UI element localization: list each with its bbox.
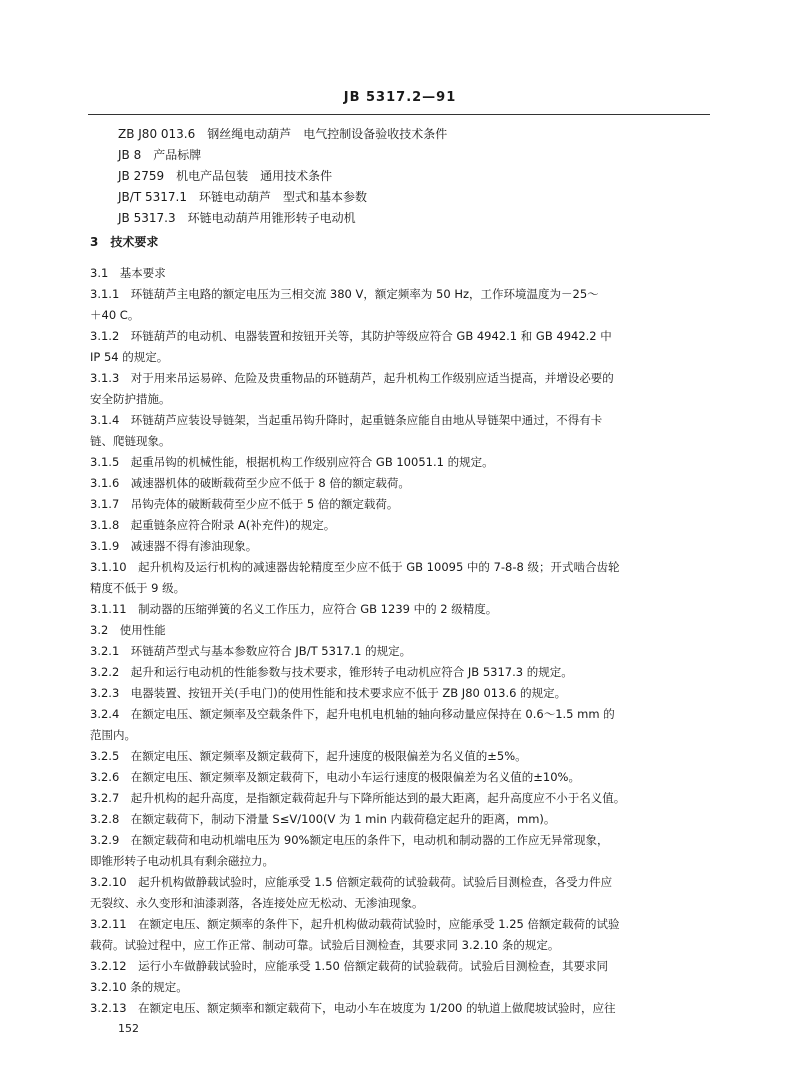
reference-item: JB/T 5317.1 环链电动葫芦 型式和基本参数 (118, 190, 367, 204)
section-title: 3 技术要求 (90, 235, 159, 249)
clause-line: 载荷。试验过程中，应工作正常、制动可靠。试验后目测检查，其要求同 3.2.10 条的规定。 (90, 938, 560, 952)
paragraph-list (90, 263, 706, 1019)
clause-line: 3.1.8 起重链条应符合附录 A(补充件)的规定。 (90, 518, 336, 532)
clause-line: 3.1.2 环链葫芦的电动机、电器装置和按钮开关等，其防护等级应符合 GB 4942.1 和 GB 4942.2 中 (90, 329, 612, 343)
document-body (90, 232, 706, 1019)
clause-line: 3.2.13 在额定电压、额定频率和额定载荷下，电动小车在坡度为 1/200 的轨道上做爬坡试验时，应往 (90, 1001, 616, 1015)
reference-item: JB 8 产品标牌 (118, 148, 202, 162)
clause-paragraph (90, 767, 706, 788)
clause-paragraph (90, 746, 706, 767)
clause-paragraph (90, 473, 706, 494)
page-number: 152 (118, 1022, 139, 1035)
standard-number-header: JB 5317.2—91 (343, 90, 457, 105)
clause-line: 3.1.5 起重吊钩的机械性能，根据机构工作级别应符合 GB 10051.1 的规定。 (90, 455, 494, 469)
clause-line: 精度不低于 9 级。 (90, 581, 186, 595)
clause-paragraph (90, 704, 706, 746)
clause-line: 3.2.6 在额定电压、额定频率及额定载荷下，电动小车运行速度的极限偏差为名义值的±10%。 (90, 770, 580, 784)
clause-line: 3.2.5 在额定电压、额定频率及额定载荷下，起升速度的极限偏差为名义值的±5%。 (90, 749, 527, 763)
reference-item: ZB J80 013.6 钢丝绳电动葫芦 电气控制设备验收技术条件 (118, 127, 448, 141)
clause-line: 范围内。 (90, 728, 136, 742)
clause-line: 3.1.4 环链葫芦应装设导链架，当起重吊钩升降时，起重链条应能自由地从导链架中通过，不得有卡 (90, 413, 603, 427)
clause-line: 安全防护措施。 (90, 392, 171, 406)
clause-line: 3.2.3 电器装置、按钮开关(手电门)的使用性能和技术要求应不低于 ZB J80 013.6 的规定。 (90, 686, 567, 700)
clause-paragraph (90, 641, 706, 662)
clause-line: 3.1.9 减速器不得有渗油现象。 (90, 539, 258, 553)
clause-line: 即锥形转子电动机具有剩余磁拉力。 (90, 854, 274, 868)
clause-paragraph (90, 515, 706, 536)
clause-paragraph (90, 263, 706, 284)
clause-paragraph (90, 536, 706, 557)
clause-paragraph (90, 662, 706, 683)
clause-line: 3.2.11 在额定电压、额定频率的条件下，起升机构做动载荷试验时，应能承受 1.25 倍额定载荷的试验 (90, 917, 620, 931)
clause-line: 3.1.3 对于用来吊运易碎、危险及贵重物品的环链葫芦，起升机构工作级别应适当提高，并增设必要的 (90, 371, 614, 385)
reference-item: JB 5317.3 环链电动葫芦用锥形转子电动机 (118, 211, 356, 225)
clause-line: 3.2.12 运行小车做静载试验时，应能承受 1.50 倍额定载荷的试验载荷。试验后目测检查，其要求同 (90, 959, 608, 973)
clause-paragraph (90, 452, 706, 473)
clause-line: 3.1.11 制动器的压缩弹簧的名义工作压力，应符合 GB 1239 中的 2 级精度。 (90, 602, 498, 616)
clause-line: 3.2.10 起升机构做静载试验时，应能承受 1.5 倍额定载荷的试验载荷。试验后目测检查，各受力件应 (90, 875, 613, 889)
clause-paragraph (90, 683, 706, 704)
clause-line: 3.2.4 在额定电压、额定频率及空载条件下，起升电机电机轴的轴向移动量应保持在 0.6～1.5 mm 的 (90, 707, 615, 721)
clause-paragraph (90, 956, 706, 998)
clause-paragraph (90, 872, 706, 914)
clause-line: 链、爬链现象。 (90, 434, 171, 448)
clause-paragraph (90, 599, 706, 620)
reference-item: JB 2759 机电产品包装 通用技术条件 (118, 169, 333, 183)
clause-paragraph (90, 557, 706, 599)
clause-line: 3.1.1 环链葫芦主电路的额定电压为三相交流 380 V，额定频率为 50 Hz，工作环境温度为－25～ (90, 287, 599, 301)
reference-list (118, 124, 718, 229)
clause-paragraph (90, 914, 706, 956)
clause-line: 3.2.1 环链葫芦型式与基本参数应符合 JB/T 5317.1 的规定。 (90, 644, 412, 658)
clause-paragraph (90, 788, 706, 809)
clause-line: 无裂纹、永久变形和油漆剥落，各连接处应无松动、无渗油现象。 (90, 896, 424, 910)
clause-paragraph (90, 368, 706, 410)
clause-paragraph (90, 809, 706, 830)
clause-paragraph (90, 326, 706, 368)
clause-paragraph (90, 494, 706, 515)
clause-line: 3.1 基本要求 (90, 266, 166, 280)
clause-line: 3.2 使用性能 (90, 623, 166, 637)
header-rule (88, 114, 710, 115)
clause-paragraph (90, 410, 706, 452)
clause-line: IP 54 的规定。 (90, 350, 169, 364)
clause-paragraph (90, 998, 706, 1019)
clause-line: 3.2.8 在额定载荷下，制动下滑量 S≤V/100(V 为 1 min 内载荷稳定起升的距离，mm)。 (90, 812, 556, 826)
clause-paragraph (90, 830, 706, 872)
clause-line: 3.2.7 起升机构的起升高度，是指额定载荷起升与下降所能达到的最大距离，起升高度应不小于名义值。 (90, 791, 626, 805)
clause-line: 3.1.6 减速器机体的破断载荷至少应不低于 8 倍的额定载荷。 (90, 476, 410, 490)
clause-line: 3.1.7 吊钩壳体的破断载荷至少应不低于 5 倍的额定载荷。 (90, 497, 399, 511)
clause-paragraph (90, 284, 706, 326)
clause-line: 3.2.10 条的规定。 (90, 980, 188, 994)
clause-line: 3.2.2 起升和运行电动机的性能参数与技术要求，锥形转子电动机应符合 JB 5317.3 的规定。 (90, 665, 573, 679)
clause-line: ＋40 C。 (90, 308, 140, 322)
clause-line: 3.1.10 起升机构及运行机构的减速器齿轮精度至少应不低于 GB 10095 中的 7-8-8 级；开式啮合齿轮 (90, 560, 620, 574)
clause-line: 3.2.9 在额定载荷和电动机端电压为 90%额定电压的条件下，电动机和制动器的工作应无异常现象， (90, 833, 609, 847)
clause-paragraph (90, 620, 706, 641)
